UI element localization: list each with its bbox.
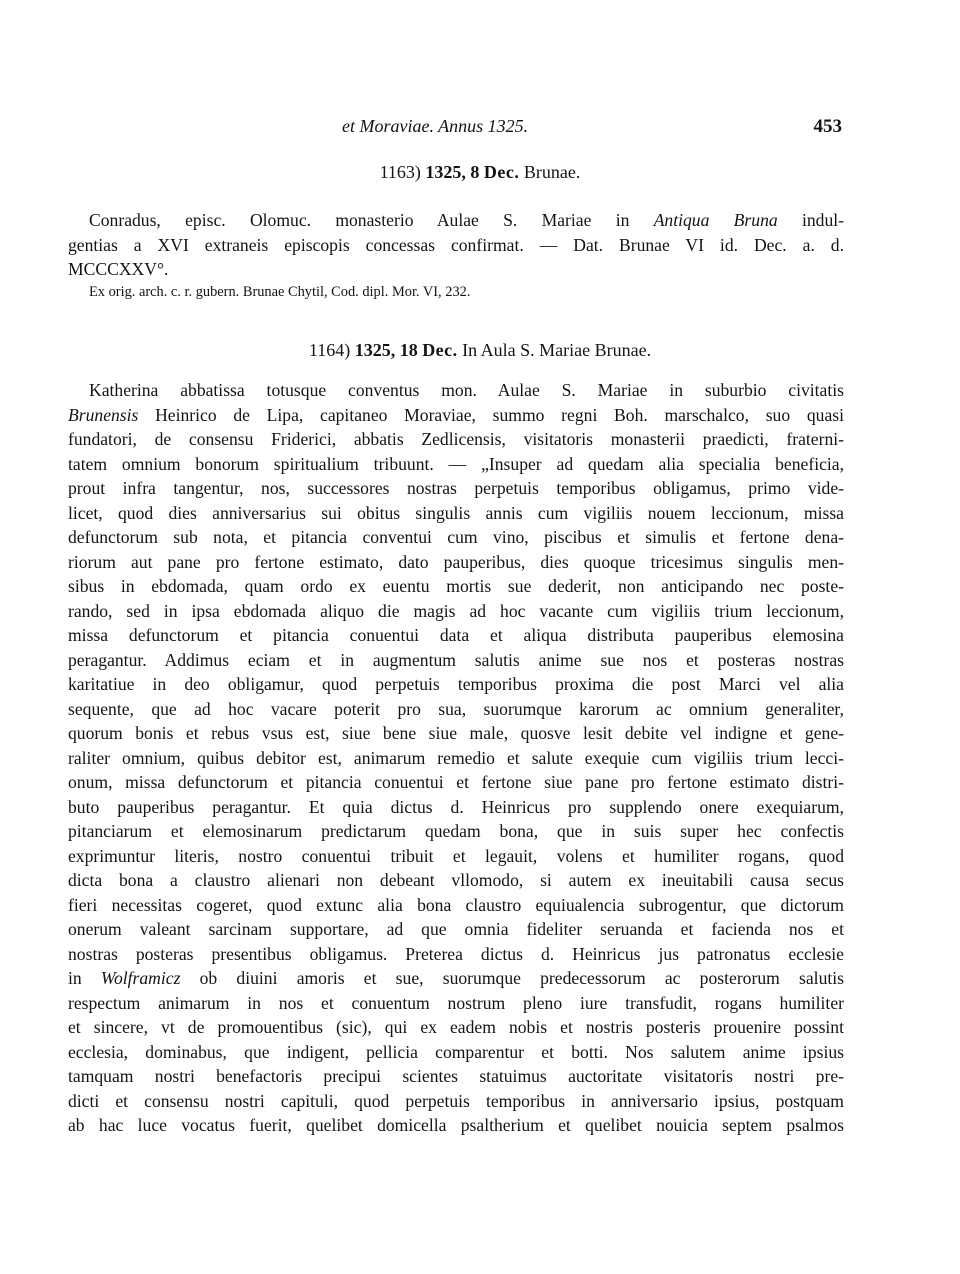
text-segment: Heinrico de Lipa, capitaneo Moraviae, summo regni Boh. marschalco, suo quasi xyxy=(138,404,844,425)
italic-text: Antiqua Bruna xyxy=(653,210,778,230)
document-1164-body xyxy=(68,378,844,1138)
text-line xyxy=(68,501,844,526)
document-year: 1325, xyxy=(425,162,466,182)
text-segment: onerum valeant sarcinam supportare, ad que omnia fideliter seruanda et facienda nos et xyxy=(68,919,844,939)
text-line xyxy=(68,1113,844,1138)
text-line xyxy=(68,257,844,282)
document-place: Brunae. xyxy=(523,162,581,182)
text-segment: prout infra tangentur, nos, successores nostras perpetuis temporibus obligamus, primo vide- xyxy=(68,478,844,498)
text-segment: buto pauperibus peragantur. Et quia dictus d. Heinricus pro supplendo onere exequiarum, xyxy=(68,796,844,817)
text-segment: peragantur. Addimus eciam et in augmentum salutis anime sue nos et posteras nostras xyxy=(68,649,844,670)
text-line xyxy=(68,795,844,820)
text-segment: tatem omnium bonorum spiritualium tribuunt. — „Insuper ad quedam alia specialia beneficia, xyxy=(68,453,844,474)
text-line xyxy=(68,917,844,942)
text-line xyxy=(68,893,844,918)
text-line xyxy=(68,378,844,403)
text-segment: ob diuini amoris et sue, suorumque predecessorum ac posterorum salutis xyxy=(180,968,844,988)
text-line xyxy=(68,599,844,624)
text-segment: fieri necessitas cogeret, quod extunc alia bona claustro equiualencia subrogentur, que dictorum xyxy=(68,894,844,915)
document-1163-heading xyxy=(0,162,960,183)
text-segment: MCCCXXV°. xyxy=(68,259,169,279)
text-segment: licet, quod dies anniversarius sui obitus singulis annis cum vigiliis nouem leccionum, missa xyxy=(68,502,844,523)
text-line xyxy=(68,525,844,550)
text-segment: dicta bona a claustro alienari non debeant vllomodo, si autem ex ineuitabili causa secus xyxy=(68,870,844,890)
text-segment: respectum animarum in nos et conuentum nostrum pleno iure transfudit, rogans humiliter xyxy=(68,992,844,1013)
text-segment: fundatori, de consensu Friderici, abbatis Zedlicensis, visitatoris monasterii praedicti, fraterni- xyxy=(68,429,844,449)
text-line xyxy=(68,942,844,967)
page-header xyxy=(0,116,960,140)
text-line xyxy=(68,770,844,795)
text-line xyxy=(68,574,844,599)
text-segment: missa defunctorum et pitancia conuentui data et aliqua distributa pauperibus elemosina xyxy=(68,625,844,645)
text-line xyxy=(68,550,844,575)
document-number: 1163) xyxy=(379,162,421,182)
text-segment: exprimuntur literis, nostro conuentui tribuit et legauit, volens et humiliter rogans, quod xyxy=(68,845,844,866)
text-segment: Katherina abbatissa totusque conventus mon. Aulae S. Mariae in suburbio civitatis xyxy=(89,380,844,400)
text-segment: dicti et consensu nostri capituli, quod perpetuis temporibus in anniversario ipsius, postquam xyxy=(68,1090,844,1111)
text-segment: sibus in ebdomada, quam ordo ex euentu mortis sue dederit, non anticipando nec poste- xyxy=(68,576,844,596)
text-line xyxy=(68,844,844,869)
text-line xyxy=(68,427,844,452)
text-line xyxy=(68,991,844,1016)
text-line xyxy=(68,452,844,477)
text-line xyxy=(68,233,844,258)
document-place: In Aula S. Mariae Brunae. xyxy=(462,340,652,360)
text-segment: karitatiue in deo obligamur, quod perpetuis temporibus proxima die post Marci vel alia xyxy=(68,674,844,694)
document-day: 18 xyxy=(399,340,418,360)
document-1164-heading xyxy=(0,340,960,361)
running-title: et Moraviae. Annus 1325. xyxy=(342,116,529,136)
text-segment: in xyxy=(68,968,101,988)
text-line xyxy=(68,623,844,648)
text-line xyxy=(68,208,844,233)
document-year: 1325, xyxy=(354,340,396,360)
text-segment: gentias a XVI extraneis episcopis concessas confirmat. — Dat. Brunae VI id. Dec. a. d. xyxy=(68,234,844,255)
text-segment: indul- xyxy=(777,210,844,230)
text-segment: defunctorum sub nota, et pitancia conventui cum vino, piscibus et simulis et fertone dena- xyxy=(68,527,844,547)
text-segment: nostras posteras presentibus obligamus. Preterea dictus d. Heinricus jus patronatus ecclesie xyxy=(68,943,844,964)
italic-text: Brunensis xyxy=(68,404,139,425)
text-segment: sequente, que ad hoc vacare poterit pro sua, suorumque karorum ac omnium generaliter, xyxy=(68,698,844,719)
italic-text: Wolframicz xyxy=(100,968,181,988)
text-segment: ecclesia, dominabus, que indigent, pellicia comparentur et botti. Nos salutem anime ipsius xyxy=(68,1041,844,1062)
document-1163-source xyxy=(68,281,844,303)
document-1163-body xyxy=(68,208,844,282)
text-line xyxy=(68,868,844,893)
text-segment: quorum bonis et rebus vsus est, siue bene siue male, quosve lesit debite vel indigne et gene- xyxy=(68,723,844,743)
text-line xyxy=(68,1015,844,1040)
text-line xyxy=(68,966,844,991)
page-number: 453 xyxy=(813,116,842,137)
text-line xyxy=(68,1040,844,1065)
text-segment: ab hac luce vocatus fuerit, quelibet domicella psaltherium et quelibet nouicia septem psalmos xyxy=(68,1115,844,1135)
document-number: 1164) xyxy=(308,340,351,360)
text-line xyxy=(68,721,844,746)
text-segment: et sincere, vt de promouentibus (sic), qui ex eadem nobis et nostris posteris prouenire possint xyxy=(68,1017,844,1037)
text-line xyxy=(68,648,844,673)
text-segment: Conradus, episc. Olomuc. monasterio Aulae S. Mariae in xyxy=(89,210,654,230)
text-line xyxy=(68,697,844,722)
text-line xyxy=(68,819,844,844)
text-segment: raliter omnium, quibus debitor est, animarum remedio et salute exequie cum vigiliis trium lecci- xyxy=(68,747,844,768)
text-line xyxy=(68,1064,844,1089)
text-line xyxy=(68,672,844,697)
text-line xyxy=(68,403,844,428)
text-segment: onum, missa defunctorum et pitancia conuentui et fertone siue pane pro fertone estimato distri- xyxy=(68,772,844,792)
text-segment: pitanciarum et elemosinarum predictarum quedam bona, que in suis super hec confectis xyxy=(68,821,844,841)
source-citation: Ex orig. arch. c. r. gubern. Brunae Chytil, Cod. dipl. Mor. VI, 232. xyxy=(89,284,471,300)
document-month: Dec. xyxy=(483,162,520,182)
text-segment: rando, sed in ipsa ebdomada aliquo die magis ad hoc vacante cum vigiliis trium leccionum, xyxy=(68,600,844,621)
document-month: Dec. xyxy=(422,340,458,360)
document-day: 8 xyxy=(470,162,480,182)
text-segment: tamquam nostri benefactoris precipui scientes statuimus auctoritate visitatoris nostri pre- xyxy=(68,1066,844,1086)
text-line xyxy=(68,746,844,771)
text-line xyxy=(68,1089,844,1114)
text-segment: riorum aut pane pro fertone estimato, dato pauperibus, dies quoque tricesimus singulis men- xyxy=(68,551,844,572)
text-line xyxy=(68,476,844,501)
